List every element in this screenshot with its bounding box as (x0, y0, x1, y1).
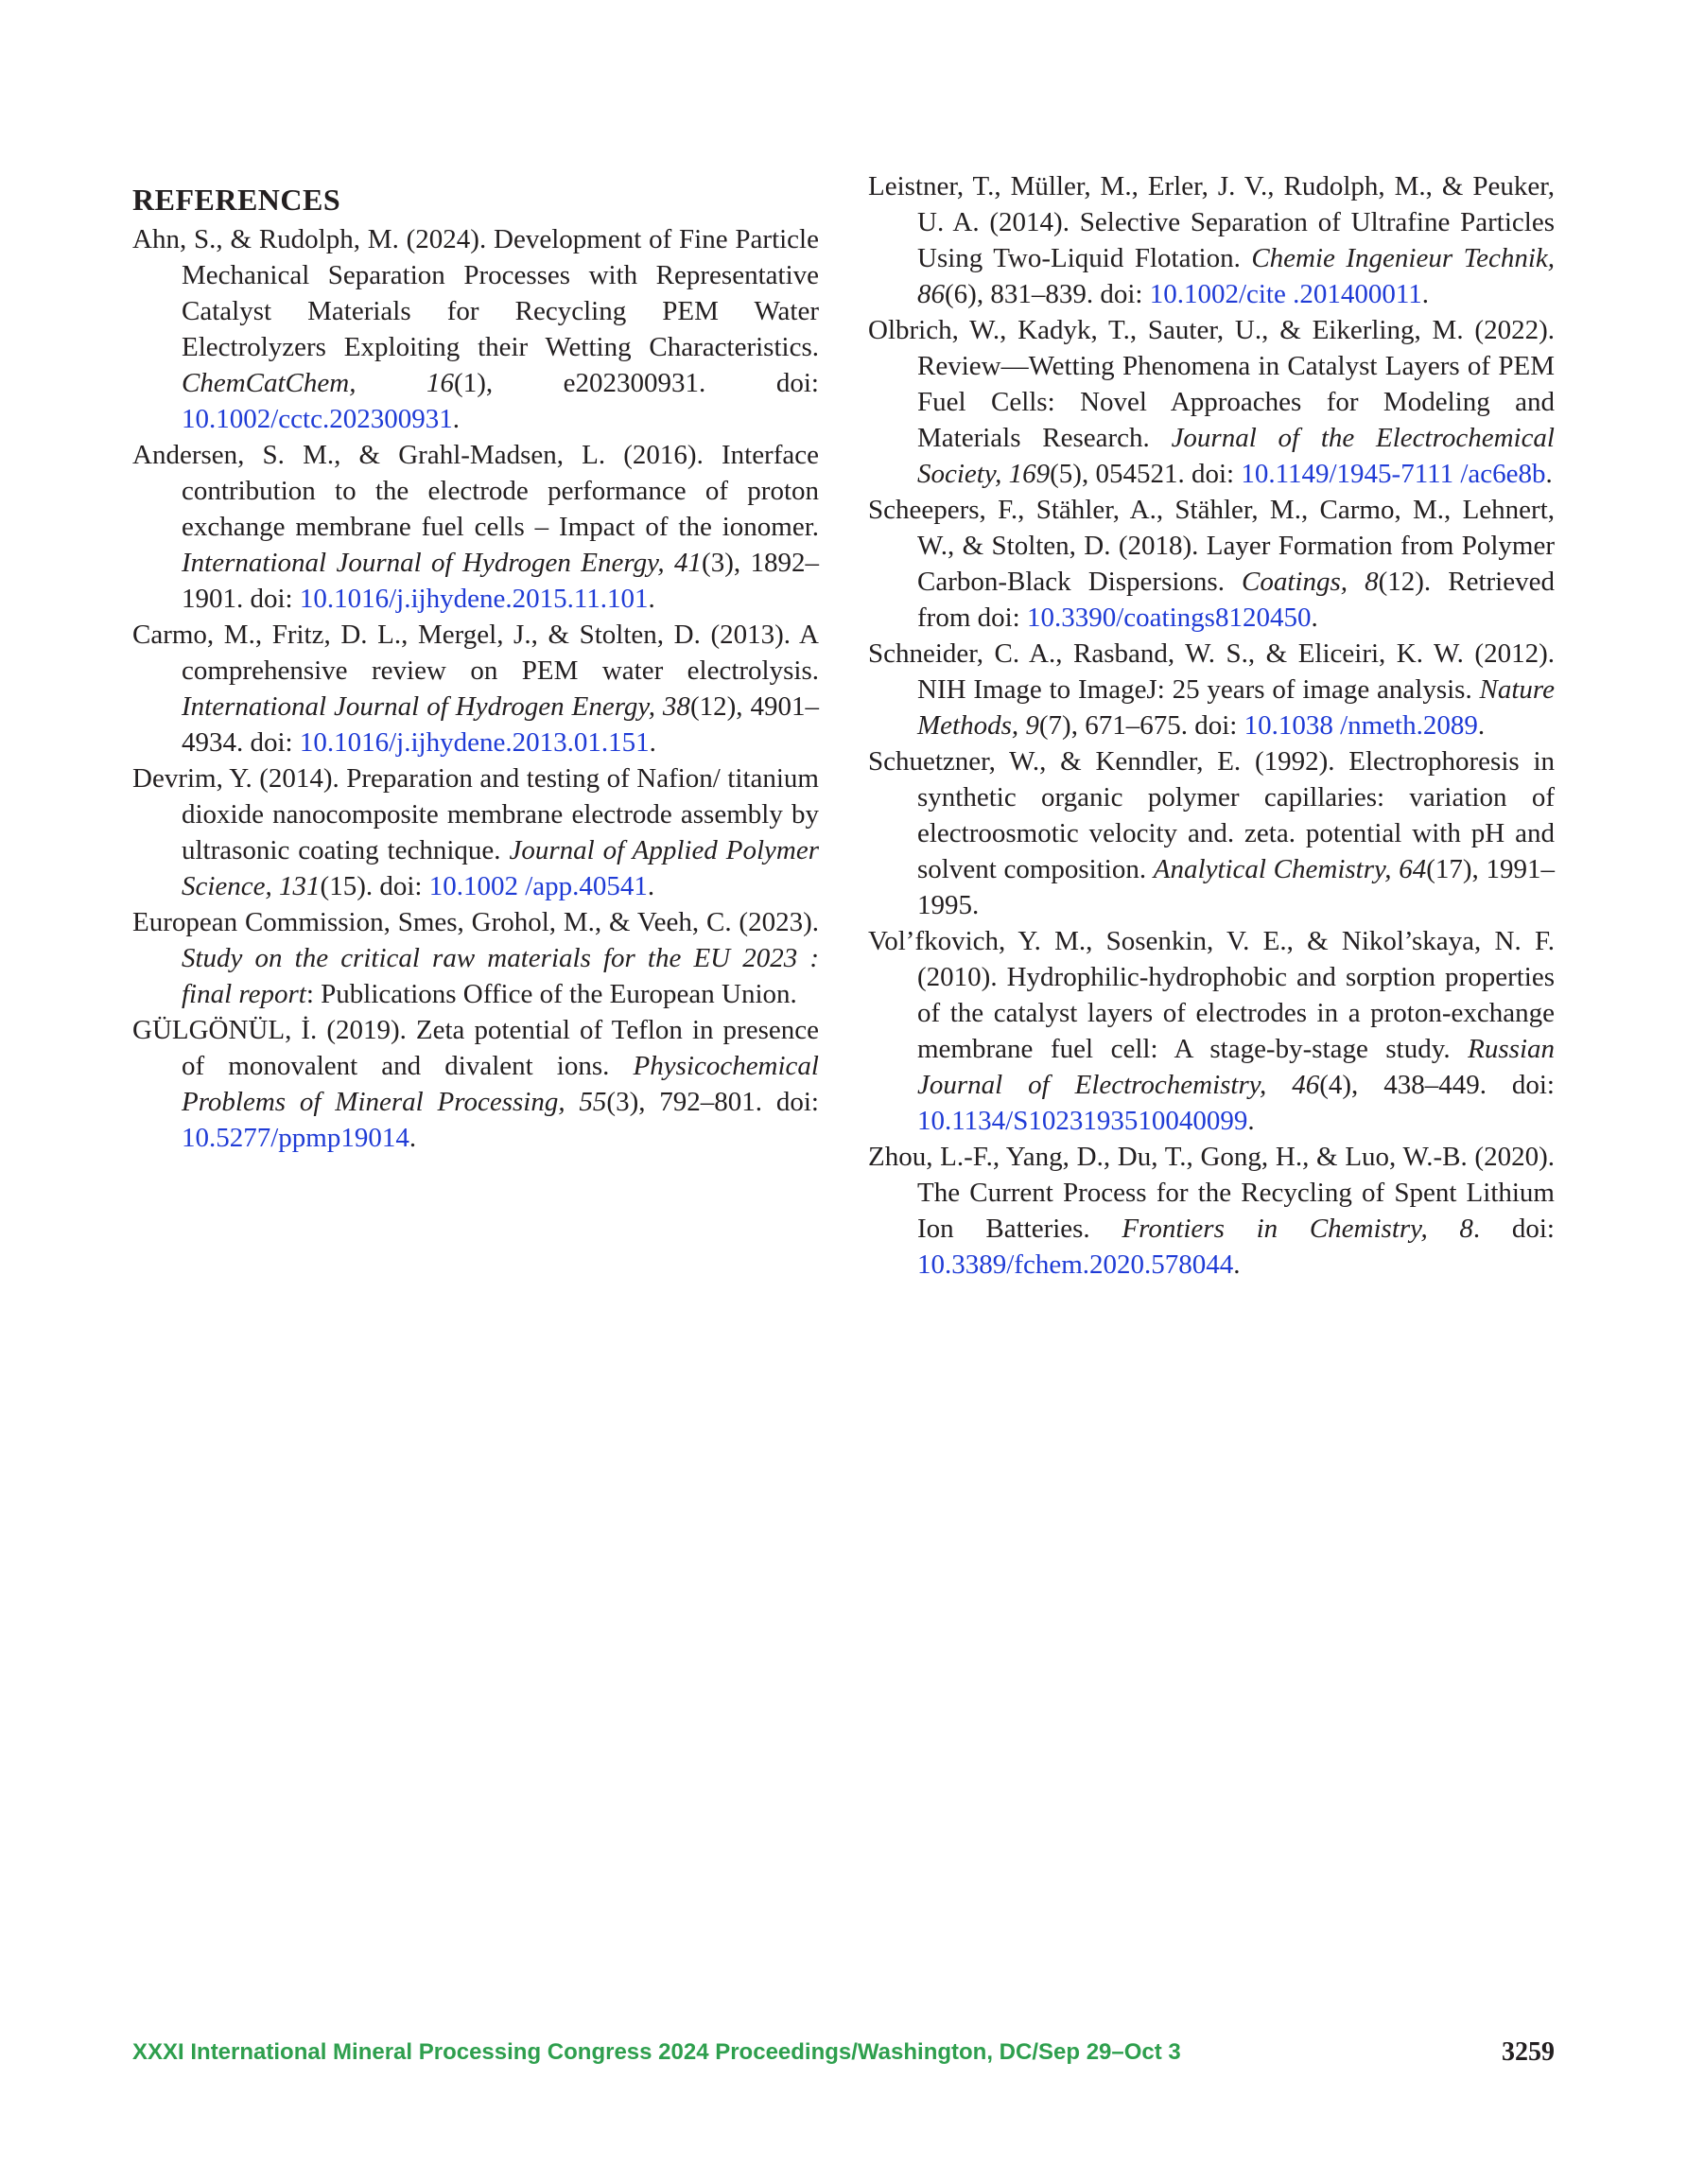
reference-item: GÜLGÖNÜL, İ. (2019). Zeta potential of Teflon in presence of monovalent and divalent ions. Physicochemical Problems of Mineral Processing, 55(3), 792–801. doi: 10.5277/ppmp19014. (132, 1015, 819, 1153)
conference-title: XXXI International Mineral Processing Congress 2024 Proceedings/Washington, DC/Sep 29–Oct 3 (132, 2039, 1181, 2065)
journal-name: Nature Methods, 9 (917, 674, 1555, 741)
reference-item: Olbrich, W., Kadyk, T., Sauter, U., & Eikerling, M. (2022). Review—Wetting Phenomena in Catalyst Layers of PEM Fuel Cells: Novel Approaches for Modeling and Materials Research. Journal of the Electrochemical Society, 169(5), 054521. doi: 10.1149/1945-7111 /ac6e8b. (868, 315, 1555, 489)
reference-item: Schneider, C. A., Rasband, W. S., & Eliceiri, K. W. (2012). NIH Image to ImageJ: 25 years of image analysis. Nature Methods, 9(7), 671–675. doi: 10.1038 /nmeth.2089. (868, 638, 1555, 741)
journal-name: Chemie Ingenieur Technik, 86 (917, 243, 1555, 309)
reference-item: Leistner, T., Müller, M., Erler, J. V., Rudolph, M., & Peuker, U. A. (2014). Selective Separation of Ultrafine Particles Using Two-Liquid Flotation. Chemie Ingenieur Technik, 86(6), 831–839. doi: 10.1002/cite .201400011. (868, 171, 1555, 309)
left-column (132, 168, 819, 1156)
reference-item: Devrim, Y. (2014). Preparation and testing of Nafion/ titanium dioxide nanocomposite membrane electrode assembly by ultrasonic coating technique. Journal of Applied Polymer Science, 131(15). doi: 10.1002 /app.40541. (132, 763, 819, 901)
journal-name: Frontiers in Chemistry, 8 (1122, 1214, 1473, 1244)
doi-link[interactable]: 10.3390/coatings8120450 (1027, 603, 1312, 633)
doi-link[interactable]: 10.5277/ppmp19014 (182, 1123, 409, 1153)
doi-link[interactable]: 10.1134/S1023193510040099 (917, 1106, 1248, 1136)
journal-name: International Journal of Hydrogen Energy, 41 (182, 548, 703, 578)
journal-name: Analytical Chemistry, 64 (1153, 854, 1427, 884)
reference-item: Andersen, S. M., & Grahl-Madsen, L. (2016). Interface contribution to the electrode performance of proton exchange membrane fuel cells – Impact of the ionomer. International Journal of Hydrogen Energy, 41(3), 1892–1901. doi: 10.1016/j.ijhydene.2015.11.101. (132, 440, 819, 614)
journal-name: Coatings, 8 (1242, 567, 1379, 597)
page-number: 3259 (1502, 2037, 1555, 2067)
doi-link[interactable]: 10.1038 /nmeth.2089 (1244, 710, 1478, 741)
doi-link[interactable]: 10.1016/j.ijhydene.2015.11.101 (299, 584, 649, 614)
doi-link[interactable]: 10.1002/cite .201400011 (1149, 279, 1422, 309)
reference-item: Zhou, L.-F., Yang, D., Du, T., Gong, H., & Luo, W.-B. (2020). The Current Process for the Recycling of Spent Lithium Ion Batteries. Frontiers in Chemistry, 8. doi: 10.3389/fchem.2020.578044. (868, 1142, 1555, 1280)
page-footer (132, 2039, 1555, 2077)
references-heading: REFERENCES (132, 183, 341, 217)
reference-item: Scheepers, F., Stähler, A., Stähler, M., Carmo, M., Lehnert, W., & Stolten, D. (2018). Layer Formation from Polymer Carbon-Black Dispersions. Coatings, 8(12). Retrieved from doi: 10.3390/coatings8120450. (868, 495, 1555, 633)
journal-name: ChemCatChem, 16 (182, 368, 455, 398)
doi-link[interactable]: 10.1002 /app.40541 (428, 871, 648, 901)
reference-item: Ahn, S., & Rudolph, M. (2024). Development of Fine Particle Mechanical Separation Processes with Representative Catalyst Materials for Recycling PEM Water Electrolyzers Exploiting their Wetting Characteristics. ChemCatChem, 16(1), e202300931. doi: 10.1002/cctc.202300931. (132, 224, 819, 434)
doi-link[interactable]: 10.1149/1945-7111 /ac6e8b (1241, 459, 1546, 489)
journal-name: Russian Journal of Electrochemistry, 46 (917, 1034, 1555, 1100)
reference-item: Vol’fkovich, Y. M., Sosenkin, V. E., & Nikol’skaya, N. F. (2010). Hydrophilic-hydrophobic and sorption properties of the catalyst layers of electrodes in a proton-exchange membrane fuel cell: A stage-by-stage study. Russian Journal of Electrochemistry, 46(4), 438–449. doi: 10.1134/S1023193510040099. (868, 926, 1555, 1136)
reference-list-left (132, 221, 819, 1156)
right-column (868, 168, 1555, 1283)
journal-name: International Journal of Hydrogen Energy, 38 (182, 691, 690, 722)
doi-link[interactable]: 10.1016/j.ijhydene.2013.01.151 (299, 727, 650, 758)
doi-link[interactable]: 10.3389/fchem.2020.578044 (917, 1249, 1234, 1280)
journal-name: Physicochemical Problems of Mineral Processing, 55 (182, 1051, 819, 1117)
doi-link[interactable]: 10.1002/cctc.202300931 (182, 404, 453, 434)
reference-list-right (868, 168, 1555, 1283)
reference-item: Carmo, M., Fritz, D. L., Mergel, J., & Stolten, D. (2013). A comprehensive review on PEM water electrolysis. International Journal of Hydrogen Energy, 38(12), 4901–4934. doi: 10.1016/j.ijhydene.2013.01.151. (132, 620, 819, 758)
reference-item: Schuetzner, W., & Kenndler, E. (1992). Electrophoresis in synthetic organic polymer capillaries: variation of electroosmotic velocity and. zeta. potential with pH and solvent composition. Analytical Chemistry, 64(17), 1991–1995. (868, 746, 1555, 920)
report-title: Study on the critical raw materials for the EU 2023 : final report (182, 943, 819, 1009)
journal-name: Journal of the Electrochemical Society, 169 (917, 423, 1555, 489)
journal-name: Journal of Applied Polymer Science, 131 (182, 835, 819, 901)
reference-item: European Commission, Smes, Grohol, M., & Veeh, C. (2023). Study on the critical raw materials for the EU 2023 : final report: Publications Office of the European Union. (132, 907, 819, 1009)
